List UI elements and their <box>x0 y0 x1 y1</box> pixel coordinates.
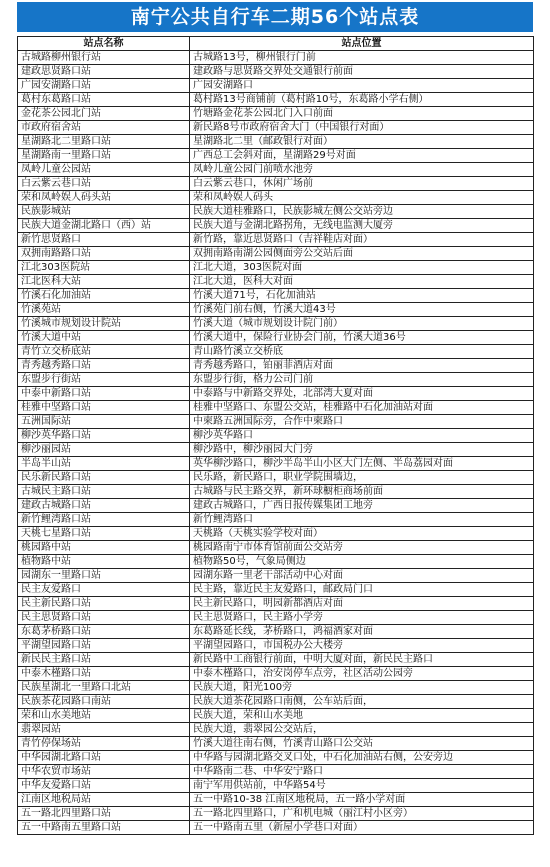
station-name-cell: 建政古城路口站 <box>18 499 190 513</box>
table-body <box>18 51 534 835</box>
station-name-cell: 民乐新民路口站 <box>18 471 190 485</box>
table-row <box>18 625 534 639</box>
station-location-cell: 建政古城路口，广西日报传媒集团工地旁 <box>190 499 534 513</box>
station-name-cell: 广园安湖路口站 <box>18 79 190 93</box>
table-row <box>18 219 534 233</box>
station-location-cell: 青秀越秀路口，铂丽菲酒店对面 <box>190 359 534 373</box>
table-row <box>18 331 534 345</box>
station-location-cell: 民族大道，阳光100旁 <box>190 681 534 695</box>
column-header-station-name: 站点名称 <box>18 37 190 51</box>
table-row <box>18 499 534 513</box>
station-location-cell: 建政路与思贤路交界处交通银行前面 <box>190 65 534 79</box>
station-location-cell: 民族大道与金湖北路拐角，无线电监测大厦旁 <box>190 219 534 233</box>
table-row <box>18 583 534 597</box>
station-location-cell: 竹溪大道往南右侧，竹溪青山路口公交站 <box>190 737 534 751</box>
table-row <box>18 569 534 583</box>
station-name-cell: 民族茶花园路口南站 <box>18 695 190 709</box>
station-name-cell: 葛村东葛路口站 <box>18 93 190 107</box>
station-name-cell: 民主新民路口站 <box>18 597 190 611</box>
table-row <box>18 163 534 177</box>
station-location-cell: 竹塘路金花茶公园北门入口前面 <box>190 107 534 121</box>
header-row <box>18 37 534 51</box>
station-name-cell: 青秀越秀路口站 <box>18 359 190 373</box>
station-location-cell: 凤岭儿童公园门前喷水池旁 <box>190 163 534 177</box>
table-row <box>18 485 534 499</box>
station-location-cell: 五一路北四里路口，广和机电城（丽江村小区旁） <box>190 807 534 821</box>
station-location-cell: 江北大道，医科大对面 <box>190 275 534 289</box>
station-name-cell: 青竹停保场站 <box>18 737 190 751</box>
table-row <box>18 191 534 205</box>
table-row <box>18 135 534 149</box>
station-name-cell: 桃园路中站 <box>18 541 190 555</box>
table-row <box>18 793 534 807</box>
station-location-cell: 新民路中工商银行前面，中明大厦对面，新民民主路口 <box>190 653 534 667</box>
station-name-cell: 平湖望园路口站 <box>18 639 190 653</box>
station-location-cell: 江北大道，303医院对面 <box>190 261 534 275</box>
table-row <box>18 751 534 765</box>
station-location-cell: 东盟步行街，格力公司门前 <box>190 373 534 387</box>
table-row <box>18 681 534 695</box>
table-row <box>18 779 534 793</box>
station-location-cell: 园湖东路一里老干部活动中心对面 <box>190 569 534 583</box>
table-row <box>18 513 534 527</box>
table-row <box>18 65 534 79</box>
station-name-cell: 竹溪城市规划设计院站 <box>18 317 190 331</box>
station-location-cell: 新竹鲤湾路口 <box>190 513 534 527</box>
station-name-cell: 园湖东一里路口站 <box>18 569 190 583</box>
station-name-cell: 青竹立交桥底站 <box>18 345 190 359</box>
station-location-cell: 民族大道，翡翠园公交站后， <box>190 723 534 737</box>
station-location-cell: 白云紫云巷口，休闲广场前 <box>190 177 534 191</box>
station-location-cell: 星湖路北二里（邮政银行对面） <box>190 135 534 149</box>
station-location-cell: 民族大道桂雅路口，民族影城左侧公交站旁边 <box>190 205 534 219</box>
station-name-cell: 金花茶公园北门站 <box>18 107 190 121</box>
table-row <box>18 93 534 107</box>
table-row <box>18 107 534 121</box>
station-name-cell: 江南区地税局站 <box>18 793 190 807</box>
station-location-cell: 新竹路，靠近思贤路口（吉祥鞋店对面） <box>190 233 534 247</box>
station-name-cell: 半岛半山站 <box>18 457 190 471</box>
station-location-cell: 柳沙英华路口 <box>190 429 534 443</box>
table-row <box>18 177 534 191</box>
table-row <box>18 807 534 821</box>
station-location-cell: 桃园路南宁市体育馆前面公交站旁 <box>190 541 534 555</box>
station-location-cell: 中泰路与中新路交界处，北部湾大夏对面 <box>190 387 534 401</box>
station-name-cell: 荣和山水美地站 <box>18 709 190 723</box>
station-location-cell: 民主路，靠近民主友爱路口，邮政局门口 <box>190 583 534 597</box>
station-name-cell: 民主思贤路口站 <box>18 611 190 625</box>
station-location-cell: 民乐路，新民路口，职业学院围墙边， <box>190 471 534 485</box>
column-header-station-location: 站点位置 <box>190 37 534 51</box>
station-name-cell: 古城民主路口站 <box>18 485 190 499</box>
station-name-cell: 中华友爱路口站 <box>18 779 190 793</box>
table-row <box>18 457 534 471</box>
table-row <box>18 79 534 93</box>
station-name-cell: 翡翠园站 <box>18 723 190 737</box>
table-row <box>18 275 534 289</box>
station-name-cell: 柳沙丽园站 <box>18 443 190 457</box>
table-row <box>18 611 534 625</box>
table-row <box>18 233 534 247</box>
table-row <box>18 821 534 835</box>
table-row <box>18 555 534 569</box>
table-row <box>18 471 534 485</box>
station-location-cell: 英华柳沙路口，柳沙半岛半山小区大门左侧、半岛荔园对面 <box>190 457 534 471</box>
table-row <box>18 247 534 261</box>
table-row <box>18 415 534 429</box>
station-name-cell: 新民民主路口站 <box>18 653 190 667</box>
station-location-cell: 民族大道茶花园路口南侧，公车站后面， <box>190 695 534 709</box>
station-location-cell: 新民路8号市政府宿舍大门（中国银行对面） <box>190 121 534 135</box>
table-row <box>18 373 534 387</box>
station-location-cell: 竹溪大道（城市规划设计院门前） <box>190 317 534 331</box>
station-location-cell: 竹溪大道中，保险行业协会门前，竹溪大道36号 <box>190 331 534 345</box>
table-row <box>18 709 534 723</box>
station-location-cell: 民主新民路口，明园新都酒店对面 <box>190 597 534 611</box>
station-name-cell: 建政思贤路口站 <box>18 65 190 79</box>
station-name-cell: 江北医科大站 <box>18 275 190 289</box>
table-row <box>18 317 534 331</box>
station-location-cell: 中柬路五洲国际旁，合作中柬路口 <box>190 415 534 429</box>
table-row <box>18 289 534 303</box>
station-name-cell: 五一中路南五里路口站 <box>18 821 190 835</box>
station-name-cell: 东葛茅桥路口站 <box>18 625 190 639</box>
station-name-cell: 五一路北四里路口站 <box>18 807 190 821</box>
table-row <box>18 51 534 65</box>
station-location-cell: 东葛路延长线，茅桥路口，鸿福酒家对面 <box>190 625 534 639</box>
table-row <box>18 429 534 443</box>
table-row <box>18 667 534 681</box>
station-location-cell: 青山路竹溪立交桥底 <box>190 345 534 359</box>
station-name-cell: 新竹鲤湾路口站 <box>18 513 190 527</box>
station-name-cell: 双拥南路路口站 <box>18 247 190 261</box>
station-name-cell: 古城路柳州银行站 <box>18 51 190 65</box>
table-row <box>18 639 534 653</box>
station-location-cell: 民族大道，荣和山水美地 <box>190 709 534 723</box>
station-location-cell: 植物路50号，气象局侧边 <box>190 555 534 569</box>
station-name-cell: 星湖路南一里路口站 <box>18 149 190 163</box>
station-name-cell: 白云紫云巷口站 <box>18 177 190 191</box>
station-name-cell: 竹溪大道中站 <box>18 331 190 345</box>
station-name-cell: 竹溪苑站 <box>18 303 190 317</box>
station-location-cell: 双拥南路南湖公园侧面旁公交站后面 <box>190 247 534 261</box>
table-row <box>18 121 534 135</box>
station-location-cell: 中华路与园湖北路交叉口处，中石化加油站右侧，公安旁边 <box>190 751 534 765</box>
table-row <box>18 597 534 611</box>
table-row <box>18 149 534 163</box>
table-row <box>18 541 534 555</box>
station-location-cell: 平湖望园路口，市国税办公大楼旁 <box>190 639 534 653</box>
table-row <box>18 653 534 667</box>
station-location-cell: 天桃路（天桃实验学校对面） <box>190 527 534 541</box>
table-row <box>18 765 534 779</box>
station-location-cell: 竹溪大道71号，石化加油站 <box>190 289 534 303</box>
station-location-cell: 中华路南二巷、中华安宁路口 <box>190 765 534 779</box>
station-name-cell: 竹溪石化加油站 <box>18 289 190 303</box>
station-name-cell: 中泰中新路口站 <box>18 387 190 401</box>
station-location-cell: 广园安湖路口 <box>190 79 534 93</box>
station-location-cell: 南宁军用供站前，中华路54号 <box>190 779 534 793</box>
station-name-cell: 中华园湖北路口站 <box>18 751 190 765</box>
station-location-cell: 广西总工会斜对面，星湖路29号对面 <box>190 149 534 163</box>
station-location-cell: 民主思贤路口，民主路小学旁 <box>190 611 534 625</box>
station-name-cell: 新竹思贤路口 <box>18 233 190 247</box>
station-location-cell: 五一中路南五里（新屋小学巷口对面） <box>190 821 534 835</box>
table-row <box>18 261 534 275</box>
station-name-cell: 民族星湖北一里路口北站 <box>18 681 190 695</box>
station-location-cell: 古城路与民主路交界，新环球橱柜商场前面 <box>190 485 534 499</box>
page-title: 南宁公共自行车二期56个站点表 <box>17 2 533 32</box>
table-row <box>18 345 534 359</box>
station-name-cell: 星湖路北二里路口站 <box>18 135 190 149</box>
station-name-cell: 民族影城站 <box>18 205 190 219</box>
station-name-cell: 中华农贸市场站 <box>18 765 190 779</box>
station-name-cell: 天桃七星路口站 <box>18 527 190 541</box>
table-row <box>18 303 534 317</box>
station-location-cell: 竹溪苑门前右侧，竹溪大道43号 <box>190 303 534 317</box>
station-location-cell: 柳沙路中，柳沙丽园大门旁 <box>190 443 534 457</box>
station-table <box>17 36 534 835</box>
station-location-cell: 葛村路13号商铺前（葛村路10号，东葛路小学右侧） <box>190 93 534 107</box>
station-location-cell: 五一中路10-38 江南区地税局，五一路小学对面 <box>190 793 534 807</box>
station-name-cell: 荣和凤岭娱人码头站 <box>18 191 190 205</box>
station-name-cell: 柳沙英华路口站 <box>18 429 190 443</box>
station-name-cell: 桂雅中坚路口站 <box>18 401 190 415</box>
table-header <box>18 37 534 51</box>
table-row <box>18 723 534 737</box>
station-name-cell: 市政府宿舍站 <box>18 121 190 135</box>
station-name-cell: 五洲国际站 <box>18 415 190 429</box>
table-row <box>18 695 534 709</box>
station-name-cell: 民族大道金湖北路口（西）站 <box>18 219 190 233</box>
table-row <box>18 205 534 219</box>
table-row <box>18 527 534 541</box>
station-name-cell: 凤岭儿童公园站 <box>18 163 190 177</box>
table-row <box>18 387 534 401</box>
station-name-cell: 东盟步行街站 <box>18 373 190 387</box>
station-name-cell: 中泰木槿路口站 <box>18 667 190 681</box>
station-name-cell: 江北303医院站 <box>18 261 190 275</box>
station-location-cell: 中泰木槿路口，治安岗停车点旁，社区活动公园旁 <box>190 667 534 681</box>
station-location-cell: 荣和凤岭娱人码头 <box>190 191 534 205</box>
station-name-cell: 民主友爱路口 <box>18 583 190 597</box>
station-name-cell: 植物路中站 <box>18 555 190 569</box>
station-location-cell: 桂雅中坚路口、东盟公交站，桂雅路中石化加油站对面 <box>190 401 534 415</box>
table-row <box>18 401 534 415</box>
table-row <box>18 737 534 751</box>
table-row <box>18 443 534 457</box>
table-row <box>18 359 534 373</box>
station-location-cell: 古城路13号，柳州银行门前 <box>190 51 534 65</box>
